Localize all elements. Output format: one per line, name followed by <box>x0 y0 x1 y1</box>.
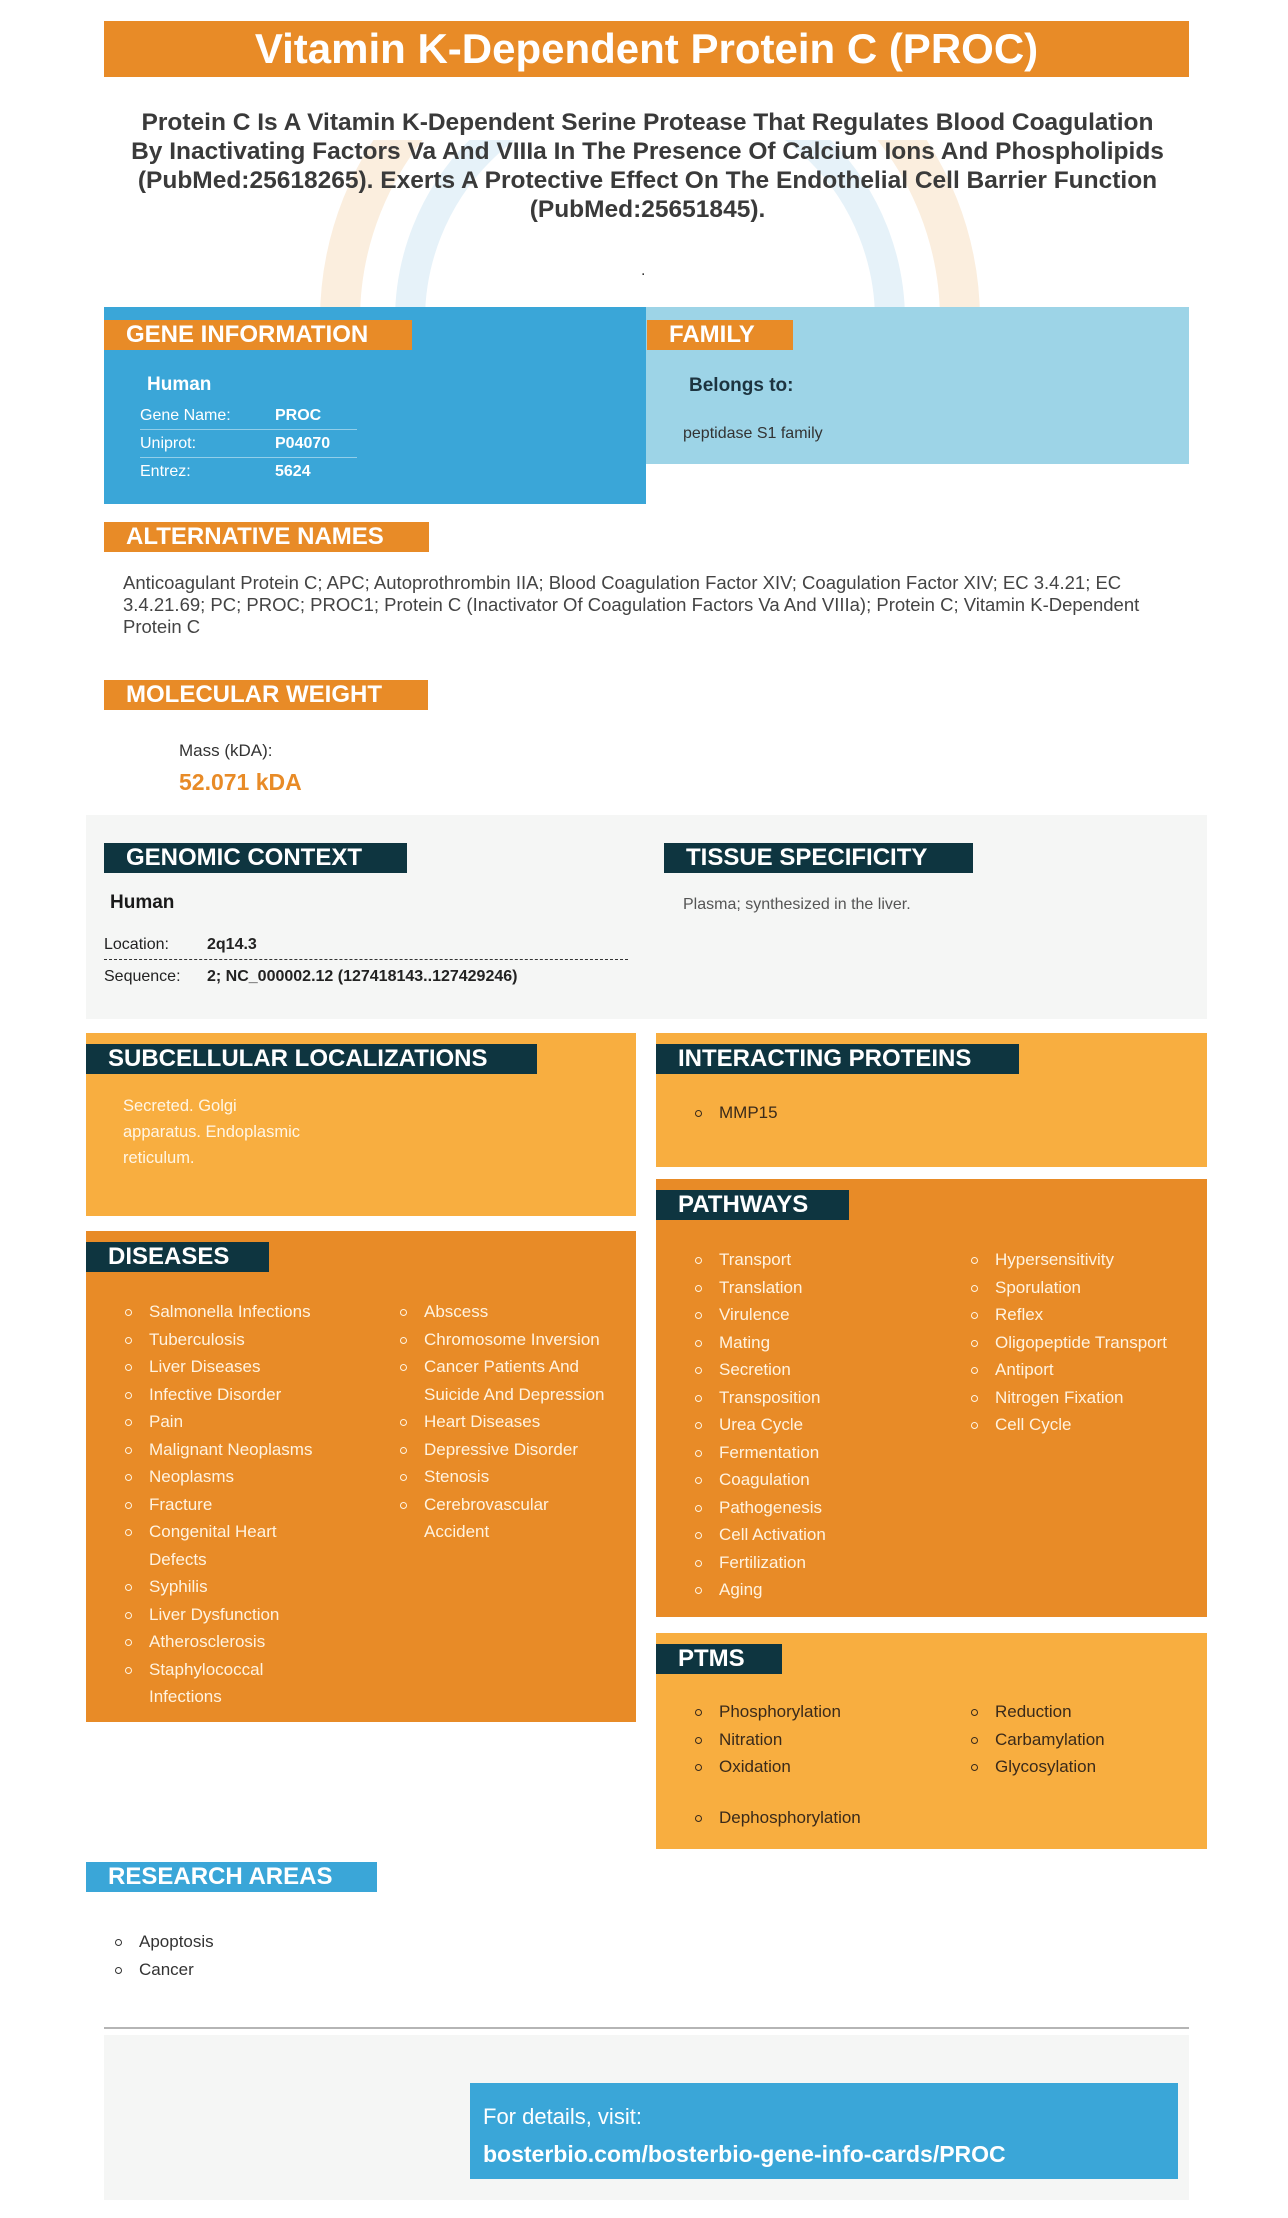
diseases-heading: DISEASES <box>86 1242 269 1272</box>
list-item: Antiport <box>969 1356 1205 1384</box>
gene-name-label: Gene Name: <box>140 407 231 424</box>
sequence-row <box>104 963 664 991</box>
research-areas-heading: RESEARCH AREAS <box>86 1862 377 1892</box>
list-item: Hypersensitivity <box>969 1246 1205 1274</box>
ptms-list-col2 <box>969 1698 1205 1781</box>
page-title: Vitamin K-Dependent Protein C (PROC) <box>254 25 1039 72</box>
sequence-label: Sequence: <box>104 968 181 985</box>
entrez-value: 5624 <box>275 463 311 480</box>
list-item: Congenital Heart Defects <box>123 1518 353 1573</box>
list-item: Neoplasms <box>123 1463 353 1491</box>
uniprot-value: P04070 <box>275 435 331 452</box>
mass-label: Mass (kDA): <box>179 741 273 760</box>
list-item: Reduction <box>969 1698 1205 1726</box>
list-item: Cell Cycle <box>969 1411 1205 1439</box>
footer-url[interactable]: bosterbio.com/bosterbio-gene-info-cards/PROC <box>483 2141 1006 2167</box>
entrez-row <box>140 458 357 486</box>
list-item: Tuberculosis <box>123 1326 353 1354</box>
diseases-list-col1 <box>123 1298 353 1711</box>
list-item: Liver Diseases <box>123 1353 353 1381</box>
list-item: Nitration <box>693 1726 943 1754</box>
list-item: Virulence <box>693 1301 943 1329</box>
alternative-names-text: Anticoagulant Protein C; APC; Autoprothrombin IIA; Blood Coagulation Factor XIV; Coagulation Factor XIV; EC 3.4.21; EC 3.4.21.69; PC; PROC; PROC1; Protein C (Inactivator Of Coagulation Factors Va And VIIIa); Protein C; Vitamin K-Dependent Protein C <box>123 572 1140 637</box>
list-item: Fertilization <box>693 1549 943 1577</box>
list-item: MMP15 <box>693 1099 778 1127</box>
list-item: Salmonella Infections <box>123 1298 353 1326</box>
location-row <box>104 930 628 960</box>
list-item: Translation <box>693 1274 943 1302</box>
list-item: Sporulation <box>969 1274 1205 1302</box>
diseases-list-col2 <box>398 1298 634 1546</box>
list-item: Cell Activation <box>693 1521 943 1549</box>
location-label: Location: <box>104 935 169 953</box>
genomic-species: Human <box>110 892 175 913</box>
gene-info-heading: GENE INFORMATION <box>104 320 412 350</box>
list-item: Transport <box>693 1246 943 1274</box>
list-item: Fracture <box>123 1491 353 1519</box>
uniprot-label: Uniprot: <box>140 435 197 452</box>
list-item: Heart Diseases <box>398 1408 634 1436</box>
list-item: Coagulation <box>693 1466 943 1494</box>
footer-label: For details, visit: <box>483 2104 642 2129</box>
gene-info-table <box>140 402 357 486</box>
list-item: Abscess <box>398 1298 634 1326</box>
uniprot-row <box>140 430 357 458</box>
subcellular-line: apparatus. Endoplasmic <box>123 1123 301 1141</box>
list-item: Liver Dysfunction <box>123 1601 353 1629</box>
gene-name-value: PROC <box>275 407 322 424</box>
list-item: Oligopeptide Transport <box>969 1329 1205 1357</box>
list-item: Dephosphorylation <box>693 1804 943 1832</box>
subcellular-line: Secreted. Golgi <box>123 1097 237 1115</box>
interacting-list <box>693 1099 778 1127</box>
list-item: Pain <box>123 1408 353 1436</box>
tissue-specificity-text: Plasma; synthesized in the liver. <box>683 896 911 913</box>
interacting-heading: INTERACTING PROTEINS <box>656 1044 1019 1074</box>
location-value: 2q14.3 <box>207 935 257 953</box>
sequence-value: 2; NC_000002.12 (127418143..127429246) <box>207 968 518 985</box>
list-item: Phosphorylation <box>693 1698 943 1726</box>
list-item: Infective Disorder <box>123 1381 353 1409</box>
list-item: Cancer <box>113 1956 214 1984</box>
list-item: Transposition <box>693 1384 943 1412</box>
entrez-label: Entrez: <box>140 463 191 480</box>
list-item: Glycosylation <box>969 1753 1205 1781</box>
list-item: Aging <box>693 1576 943 1604</box>
ptms-list-col1 <box>693 1698 943 1781</box>
list-item: Carbamylation <box>969 1726 1205 1754</box>
gene-name-row <box>140 402 357 430</box>
title-bar <box>104 21 1189 77</box>
list-item: Mating <box>693 1329 943 1357</box>
list-item: Cancer Patients And Suicide And Depression <box>398 1353 634 1408</box>
mass-value: 52.071 kDA <box>179 769 302 795</box>
tissue-specificity-heading: TISSUE SPECIFICITY <box>664 843 973 873</box>
ptms-list-extra <box>693 1804 943 1832</box>
family-belongs-label: Belongs to: <box>689 375 794 396</box>
list-item: Oxidation <box>693 1753 943 1781</box>
alternative-names-heading: ALTERNATIVE NAMES <box>104 522 429 552</box>
list-item: Secretion <box>693 1356 943 1384</box>
list-item: Cerebrovascular Accident <box>398 1491 634 1546</box>
list-item: Malignant Neoplasms <box>123 1436 353 1464</box>
molecular-weight-heading: MOLECULAR WEIGHT <box>104 680 428 710</box>
footer-divider <box>104 2027 1189 2029</box>
list-item: Atherosclerosis <box>123 1628 353 1656</box>
footer-link-box[interactable] <box>470 2083 1178 2179</box>
family-value: peptidase S1 family <box>683 425 823 442</box>
description: Protein C Is A Vitamin K-Dependent Serine Protease That Regulates Blood Coagulation By Inactivating Factors Va And VIIIa In The Presence Of Calcium Ions And Phospholipids (PubMed:25618265). Exerts A Protective Effect On The Endothelial Cell Barrier Function (PubMed:25651845). <box>131 109 1164 223</box>
subcellular-heading: SUBCELLULAR LOCALIZATIONS <box>86 1044 537 1074</box>
genomic-context-heading: GENOMIC CONTEXT <box>104 843 407 873</box>
pathways-list-col2 <box>969 1246 1205 1439</box>
list-item: Staphylococcal Infections <box>123 1656 353 1711</box>
gene-species: Human <box>147 374 212 395</box>
research-areas-list <box>113 1928 214 1983</box>
list-item: Chromosome Inversion <box>398 1326 634 1354</box>
list-item: Depressive Disorder <box>398 1436 634 1464</box>
list-item: Nitrogen Fixation <box>969 1384 1205 1412</box>
list-item: Apoptosis <box>113 1928 214 1956</box>
subcellular-text <box>123 1093 300 1171</box>
separator-dot: . <box>641 262 646 279</box>
pathways-heading: PATHWAYS <box>656 1190 849 1220</box>
subcellular-line: reticulum. <box>123 1149 195 1167</box>
list-item: Urea Cycle <box>693 1411 943 1439</box>
family-heading: FAMILY <box>647 320 793 350</box>
list-item: Stenosis <box>398 1463 634 1491</box>
list-item: Reflex <box>969 1301 1205 1329</box>
list-item: Pathogenesis <box>693 1494 943 1522</box>
list-item: Fermentation <box>693 1439 943 1467</box>
ptms-heading: PTMS <box>656 1644 782 1674</box>
list-item: Syphilis <box>123 1573 353 1601</box>
pathways-list-col1 <box>693 1246 943 1604</box>
